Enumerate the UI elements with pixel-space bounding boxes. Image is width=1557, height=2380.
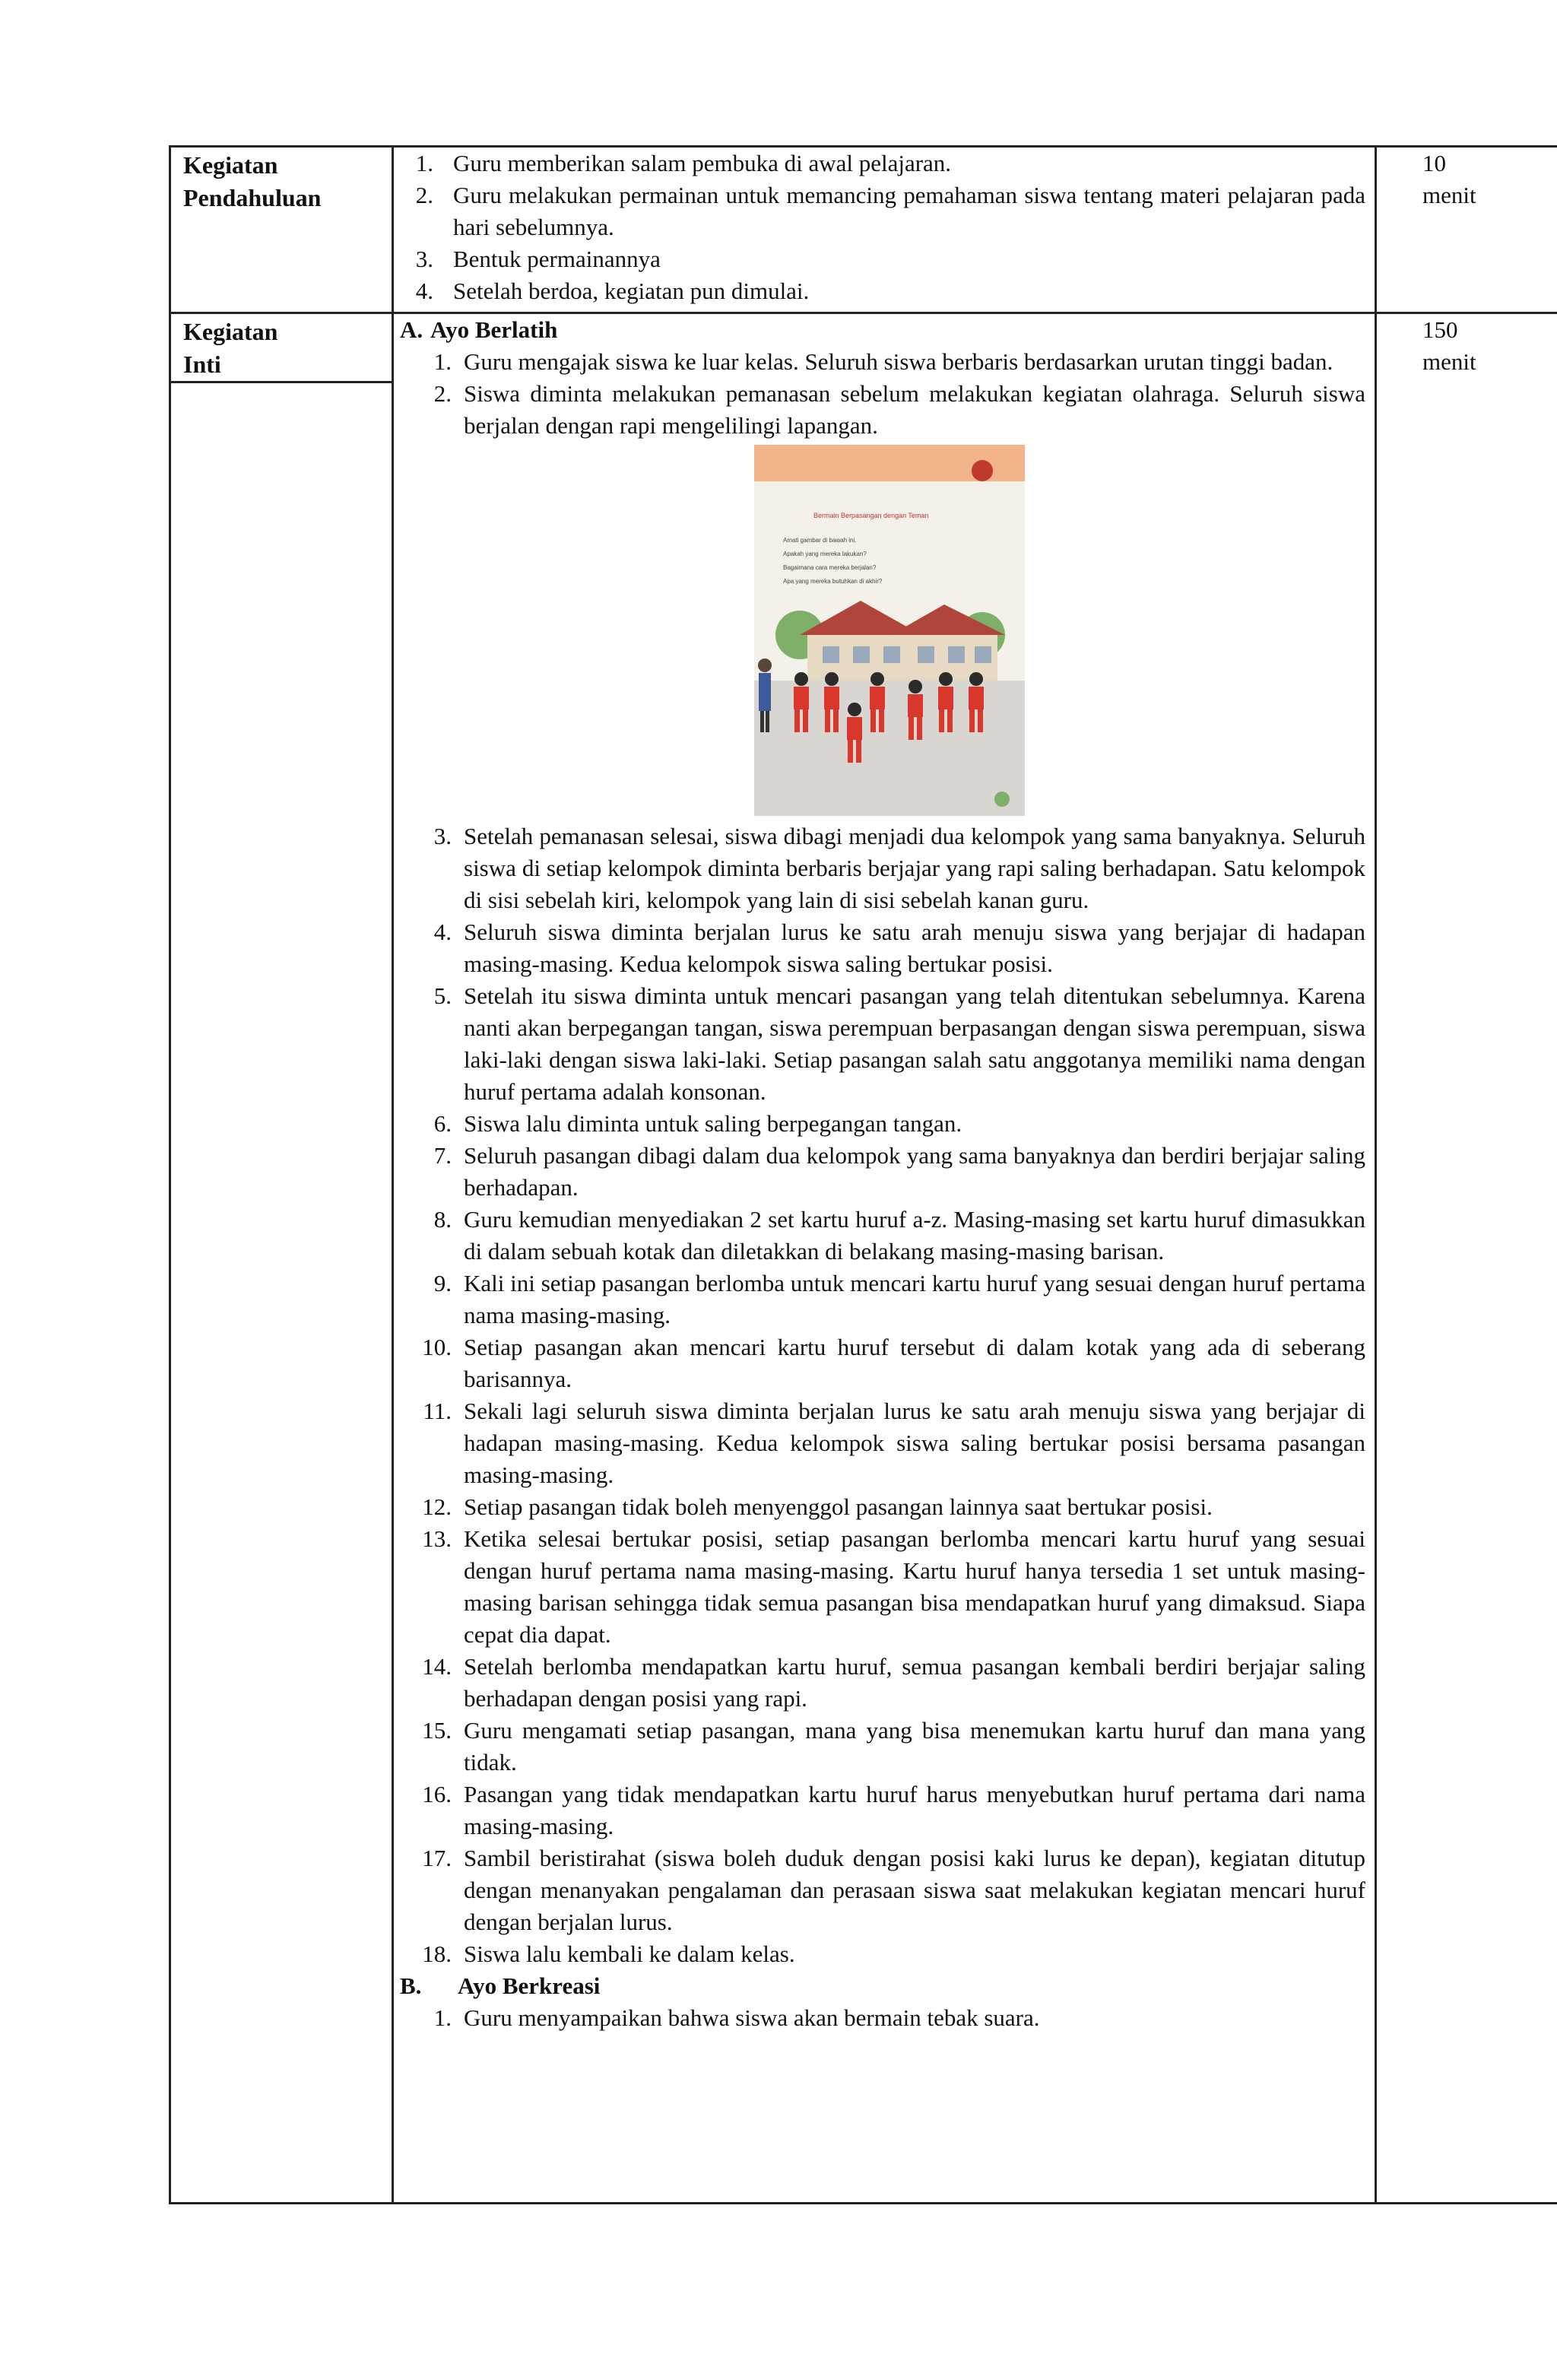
list-item-text: Setelah itu siswa diminta untuk mencari pasangan yang telah ditentukan sebelumnya. Karena nanti akan berpegangan tangan, siswa perempuan berpasangan dengan siswa perempuan, siswa laki-laki dengan siswa laki-laki. Setiap pasangan salah satu anggotanya memiliki nama dengan huruf pertama adalah konsonan. bbox=[464, 982, 1365, 1105]
core-time-unit: menit bbox=[1422, 348, 1476, 375]
core-label-line1: Kegiatan bbox=[183, 318, 278, 345]
list-item-number: 16. bbox=[422, 1781, 452, 1807]
list-item bbox=[400, 1938, 1365, 1970]
list-item bbox=[400, 1108, 1365, 1140]
illustration-svg bbox=[754, 445, 1025, 816]
list-item-number: 1. bbox=[433, 348, 452, 375]
list-item bbox=[400, 1204, 1365, 1268]
core-activity-list-section-b bbox=[400, 2002, 1365, 2034]
list-item-text: Guru mengajak siswa ke luar kelas. Seluruh siswa berbaris berdasarkan urutan tinggi badan. bbox=[464, 348, 1333, 375]
list-item-number: 1. bbox=[415, 150, 433, 176]
list-item bbox=[400, 1715, 1365, 1779]
illustration-text-line: Apakah yang mereka lakukan? bbox=[783, 551, 867, 557]
list-item-text: Bentuk permainannya bbox=[453, 246, 661, 272]
list-item bbox=[400, 275, 1365, 307]
list-item-number: 4. bbox=[415, 278, 433, 304]
list-item-text: Setelah pemanasan selesai, siswa dibagi menjadi dua kelompok yang sama banyaknya. Seluruh siswa di setiap kelompok diminta berbaris berjajar yang rapi saling berhadapan. Satu kelompok di sisi sebelah kiri, kelompok yang lain di sisi sebelah kanan guru. bbox=[464, 823, 1365, 913]
list-item-text: Guru memberikan salam pembuka di awal pelajaran. bbox=[453, 150, 952, 176]
list-item bbox=[400, 980, 1365, 1108]
list-item-text: Seluruh siswa diminta berjalan lurus ke satu arah menuju siswa yang berjajar di hadapan masing-masing. Kedua kelompok siswa saling bertukar posisi. bbox=[464, 919, 1365, 977]
core-label-cell bbox=[170, 313, 393, 2204]
list-item-number: 3. bbox=[433, 823, 452, 849]
illustration-badge-icon bbox=[972, 460, 993, 481]
intro-time-value: 10 bbox=[1422, 150, 1446, 176]
label-divider bbox=[171, 381, 392, 383]
list-item-number: 12. bbox=[422, 1493, 452, 1520]
intro-content-cell bbox=[393, 147, 1376, 313]
list-item-number: 14. bbox=[422, 1653, 452, 1680]
list-item-number: 7. bbox=[433, 1142, 452, 1169]
core-time-value: 150 bbox=[1422, 316, 1458, 343]
intro-time-cell bbox=[1376, 147, 1557, 313]
list-item-number: 18. bbox=[422, 1940, 452, 1967]
list-item-text: Ketika selesai bertukar posisi, setiap pasangan berlomba mencari kartu huruf yang sesuai dengan huruf pertama nama masing-masing. Kartu huruf hanya tersedia 1 set untuk masing-masing barisan sehingga tidak semua pasangan bisa mendapatkan huruf yang dimaksud. Siapa cepat dia dapat. bbox=[464, 1525, 1365, 1648]
list-item-text: Seluruh pasangan dibagi dalam dua kelompok yang sama banyaknya dan berdiri berjajar saling berhadapan. bbox=[464, 1142, 1365, 1201]
list-item-number: 2. bbox=[433, 380, 452, 407]
list-item bbox=[400, 1842, 1365, 1938]
list-item-number: 17. bbox=[422, 1845, 452, 1871]
list-item-text: Kali ini setiap pasangan berlomba untuk mencari kartu huruf yang sesuai dengan huruf pertama nama masing-masing. bbox=[464, 1270, 1365, 1328]
list-item-text: Guru menyampaikan bahwa siswa akan bermain tebak suara. bbox=[464, 2004, 1040, 2031]
intro-time-unit: menit bbox=[1422, 182, 1476, 208]
list-item bbox=[400, 1651, 1365, 1715]
list-item-text: Pasangan yang tidak mendapatkan kartu huruf harus menyebutkan huruf pertama dari nama masing-masing. bbox=[464, 1781, 1365, 1839]
list-item bbox=[400, 1779, 1365, 1842]
section-a-letter: A. bbox=[400, 316, 423, 343]
intro-activity-list bbox=[400, 148, 1365, 307]
list-item-text: Siswa lalu kembali ke dalam kelas. bbox=[464, 1940, 795, 1967]
list-item-number: 6. bbox=[433, 1110, 452, 1137]
core-activity-list-part1 bbox=[400, 346, 1365, 442]
list-item bbox=[400, 179, 1365, 243]
illustration-heading: Bermain Berpasangan dengan Teman bbox=[813, 512, 929, 519]
illustration-text-line: Apa yang mereka butuhkan di akhir? bbox=[783, 578, 883, 585]
list-item-number: 10. bbox=[422, 1334, 452, 1360]
textbook-illustration bbox=[754, 445, 1025, 816]
list-item bbox=[400, 820, 1365, 916]
list-item bbox=[400, 148, 1365, 179]
intro-row bbox=[170, 147, 1557, 313]
list-item-text: Setelah berdoa, kegiatan pun dimulai. bbox=[453, 278, 810, 304]
list-item-number: 11. bbox=[423, 1398, 452, 1424]
core-row bbox=[170, 313, 1557, 2204]
core-activity-list-part2 bbox=[400, 820, 1365, 1970]
list-item bbox=[400, 1395, 1365, 1491]
list-item-text: Setiap pasangan akan mencari kartu huruf tersebut di dalam kotak yang ada di seberang barisannya. bbox=[464, 1334, 1365, 1392]
list-item-number: 2. bbox=[415, 182, 433, 208]
list-item-text: Guru mengamati setiap pasangan, mana yang bisa menemukan kartu huruf dan mana yang tidak. bbox=[464, 1717, 1365, 1775]
page-number-badge-icon bbox=[994, 792, 1010, 807]
list-item-text: Siswa lalu diminta untuk saling berpegangan tangan. bbox=[464, 1110, 962, 1137]
list-item-number: 15. bbox=[422, 1717, 452, 1744]
list-item bbox=[400, 243, 1365, 275]
list-item-number: 9. bbox=[433, 1270, 452, 1296]
list-item-text: Guru melakukan permainan untuk memancing pemahaman siswa tentang materi pelajaran pada hari sebelumnya. bbox=[453, 182, 1365, 240]
section-a-heading bbox=[400, 314, 1365, 346]
core-time-cell bbox=[1376, 313, 1557, 2204]
core-content-cell bbox=[393, 313, 1376, 2204]
list-item-text: Siswa diminta melakukan pemanasan sebelum melakukan kegiatan olahraga. Seluruh siswa berjalan dengan rapi mengelilingi lapangan. bbox=[464, 380, 1365, 439]
illustration-text-line: Amati gambar di bawah ini. bbox=[783, 537, 857, 544]
section-b-letter: B. bbox=[400, 1972, 422, 1999]
list-item bbox=[400, 1523, 1365, 1651]
list-item-number: 1. bbox=[433, 2004, 452, 2031]
list-item bbox=[400, 1331, 1365, 1395]
illustration-text-line: Bagaimana cara mereka berjalan? bbox=[783, 564, 877, 571]
list-item bbox=[400, 1268, 1365, 1331]
intro-label-cell bbox=[170, 147, 393, 313]
section-a-title: Ayo Berlatih bbox=[430, 316, 558, 343]
section-b-heading bbox=[400, 1970, 1365, 2002]
core-label-line2: Inti bbox=[183, 351, 221, 378]
list-item-text: Setiap pasangan tidak boleh menyenggol pasangan lainnya saat bertukar posisi. bbox=[464, 1493, 1213, 1520]
list-item-text: Guru kemudian menyediakan 2 set kartu huruf a-z. Masing-masing set kartu huruf dimasukkan di dalam sebuah kotak dan diletakkan di belakang masing-masing barisan. bbox=[464, 1206, 1365, 1265]
list-item bbox=[400, 2002, 1365, 2034]
list-item-text: Sekali lagi seluruh siswa diminta berjalan lurus ke satu arah menuju siswa yang berjajar di hadapan masing-masing. Kedua kelompok siswa saling bertukar posisi bersama pasangan masing-masing. bbox=[464, 1398, 1365, 1488]
list-item-number: 13. bbox=[422, 1525, 452, 1552]
list-item bbox=[400, 916, 1365, 980]
list-item bbox=[400, 378, 1365, 442]
list-item bbox=[400, 1140, 1365, 1204]
list-item-number: 8. bbox=[433, 1206, 452, 1233]
section-b-title: Ayo Berkreasi bbox=[458, 1972, 601, 1999]
intro-label-line1: Kegiatan bbox=[183, 151, 278, 179]
list-item-number: 3. bbox=[415, 246, 433, 272]
intro-label-line2: Pendahuluan bbox=[183, 184, 322, 211]
list-item bbox=[400, 1491, 1365, 1523]
list-item-text: Sambil beristirahat (siswa boleh duduk dengan posisi kaki lurus ke depan), kegiatan ditutup dengan menanyakan pengalaman dan perasaan siswa saat melakukan kegiatan mencari huruf dengan berjalan lurus. bbox=[464, 1845, 1365, 1935]
list-item-number: 5. bbox=[433, 982, 452, 1009]
list-item-text: Setelah berlomba mendapatkan kartu huruf, semua pasangan kembali berdiri berjajar saling berhadapan dengan posisi yang rapi. bbox=[464, 1653, 1365, 1712]
lesson-plan-table bbox=[169, 145, 1557, 2204]
list-item bbox=[400, 346, 1365, 378]
list-item-number: 4. bbox=[433, 919, 452, 945]
